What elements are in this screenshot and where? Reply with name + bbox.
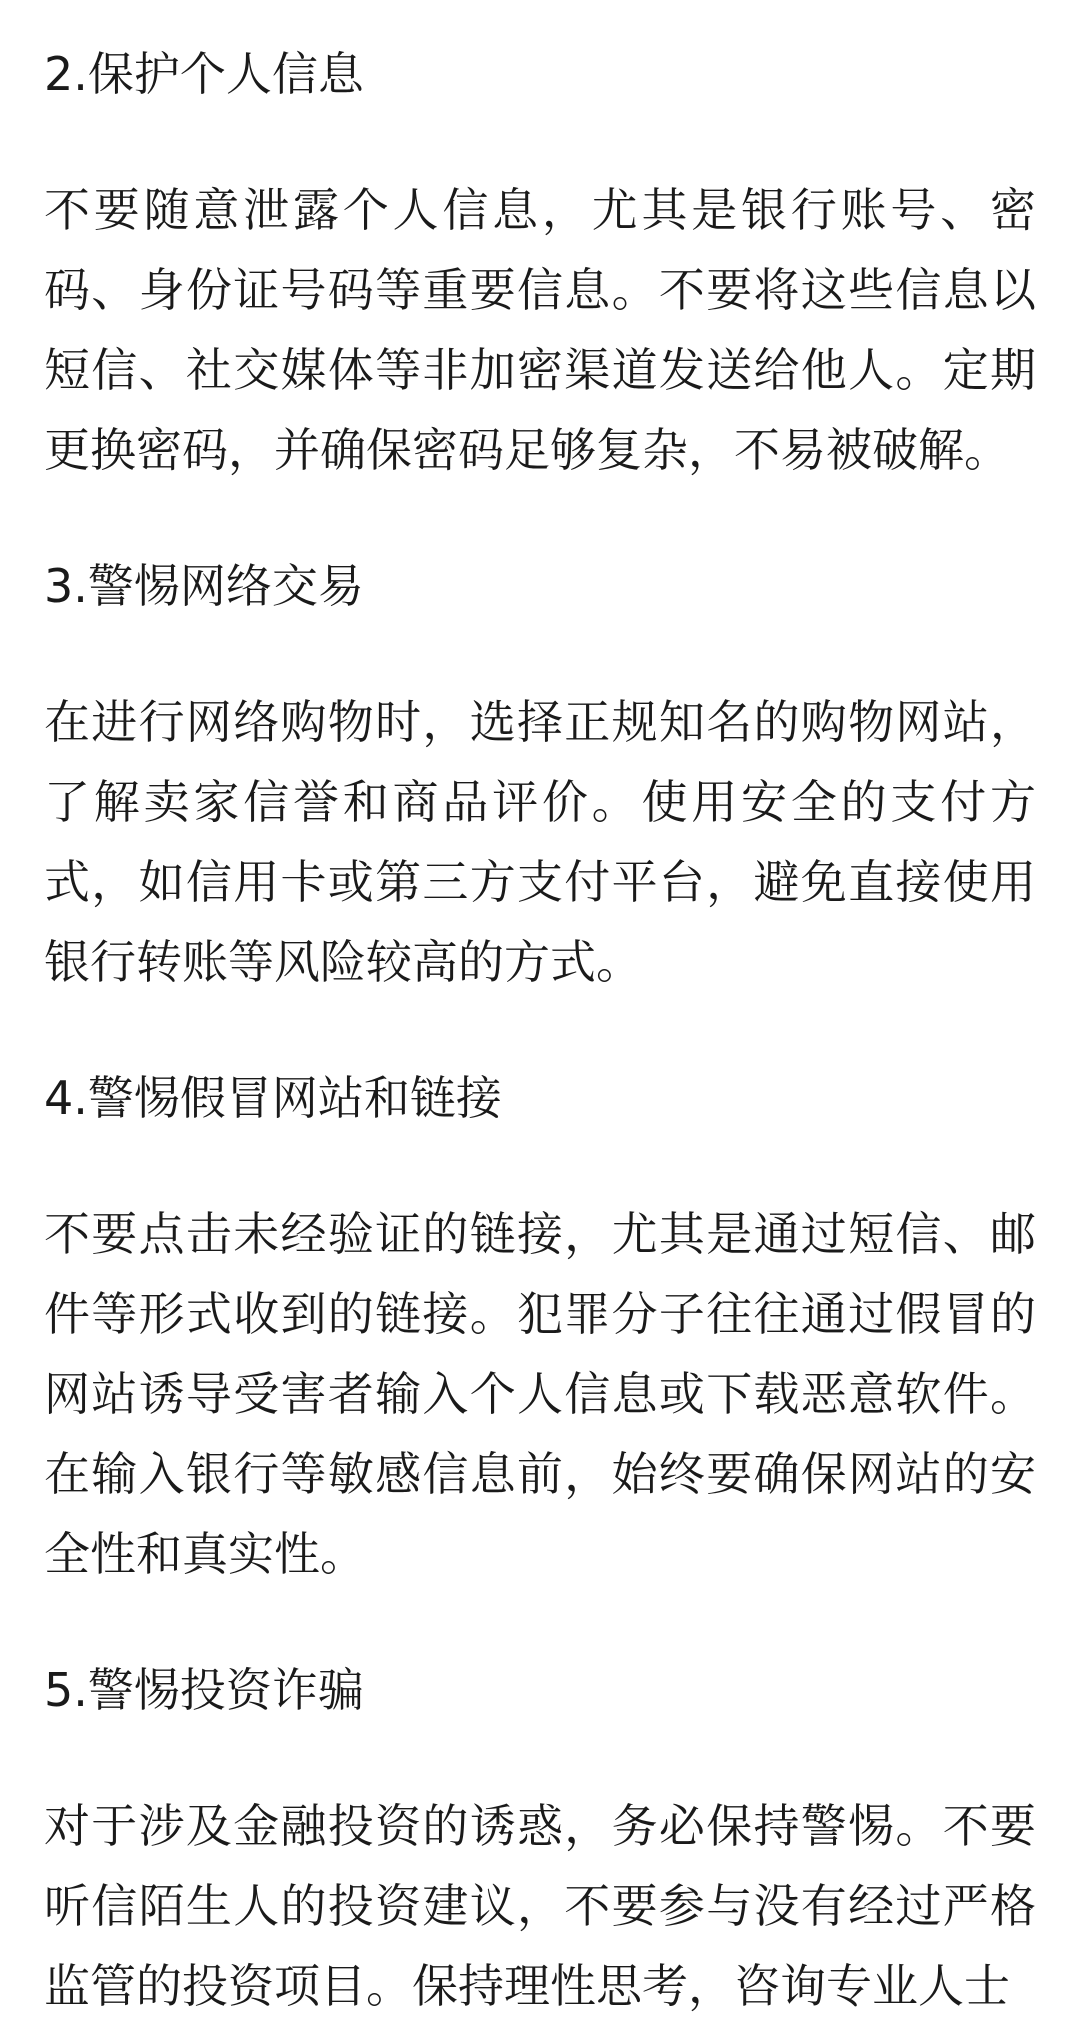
section-heading: 4.警惕假冒网站和链接	[44, 1071, 502, 1125]
section-paragraph: 不要点击未经验证的链接，尤其是通过短信、邮件等形式收到的链接。犯罪分子往往通过假冒的网站诱导受害者输入个人信息或下载恶意软件。在输入银行等敏感信息前，始终要确保网站的安全性和真实性。	[44, 1207, 1036, 1581]
section-heading: 3.警惕网络交易	[44, 559, 364, 613]
section-fake-websites-links	[44, 1058, 1036, 1594]
section-online-transactions	[44, 546, 1036, 1002]
section-paragraph: 在进行网络购物时，选择正规知名的购物网站，了解卖家信誉和商品评价。使用安全的支付方式，如信用卡或第三方支付平台，避免直接使用银行转账等风险较高的方式。	[44, 695, 1036, 989]
section-protect-personal-info	[44, 34, 1036, 490]
section-heading: 5.警惕投资诈骗	[44, 1663, 364, 1717]
section-paragraph: 对于涉及金融投资的诱惑，务必保持警惕。不要听信陌生人的投资建议，不要参与没有经过严格监管的投资项目。保持理性思考，咨询专业人士	[44, 1799, 1036, 2013]
section-investment-fraud	[44, 1650, 1036, 2026]
section-heading: 2.保护个人信息	[44, 47, 364, 101]
section-paragraph: 不要随意泄露个人信息，尤其是银行账号、密码、身份证号码等重要信息。不要将这些信息以短信、社交媒体等非加密渠道发送给他人。定期更换密码，并确保密码足够复杂，不易被破解。	[44, 183, 1036, 477]
